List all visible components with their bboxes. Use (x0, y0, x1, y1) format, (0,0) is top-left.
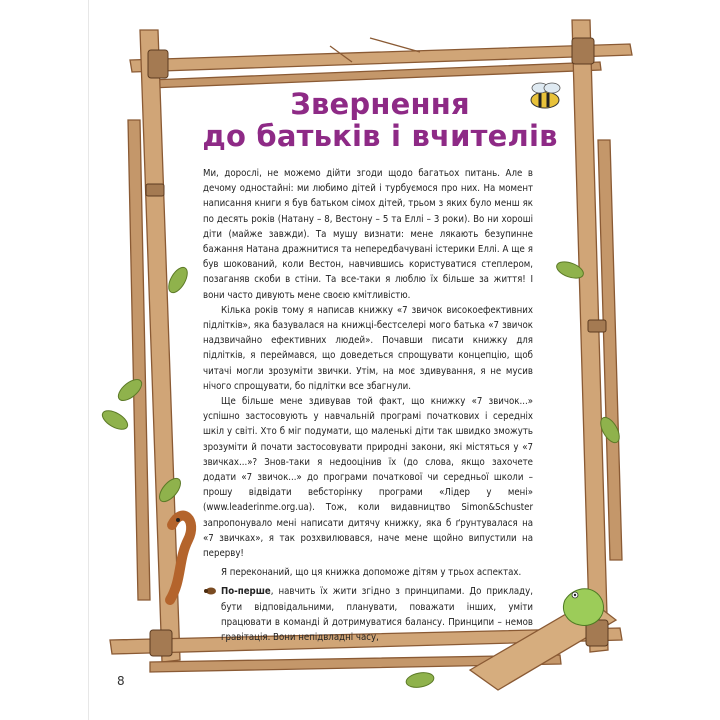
page-title (180, 88, 580, 152)
bug-bullet-icon (203, 586, 217, 596)
top-branch (130, 38, 632, 88)
frog-illustration (563, 589, 603, 626)
first-point-text: , навчить їх жити згідно з принципами. До прикладу, бути відповідальними, планувати, поважати інших, уміти працювати в команді й дотримуватися балансу. Принципи – немов гравітація. Вони непідвладні часу, (221, 586, 533, 644)
title-line-2: до батьків і вчителів (202, 119, 558, 153)
title-line-1: Звернення (290, 87, 470, 121)
left-branch (128, 30, 180, 662)
paragraph-3: Ще більше мене здивував той факт, що книжку «7 звичок...» успішно застосовують у навчальній програмі початкових і середніх шкіл у світі. Хто б міг подумати, що маленькі діти так швидко зможуть зрозуміти й почати застосовувати природні закони, які містяться у «7 звичках...»? Знов-таки я недооцінив їх (до слова, якщо захочете додати «7 звичок...» до програми початкової чи середньої школи – прошу відвідати вебсторінку програми «Лідер у мені» (www.leaderinme.org.ua). Тож, коли видавництво Simon&Schuster запропонувало мені написати дитячу книжку, яка б ґрунтувалася на «7 звичках», я так розхвилювався, наче мене щойно випустили на перерву! (203, 396, 533, 560)
first-point-label: По-перше (221, 586, 271, 598)
page-number: 8 (117, 674, 125, 688)
paragraph-1: Ми, дорослі, не можемо дійти згоди щодо багатьох питань. Але в дечому одностайні: ми любимо дітей і турбуємося про них. На момент написання книги я був батьком сімох дітей, трьом з яких було менш як по десять років (Натану – 8, Вестону – 5 та Еллі – 3 роки). Во ни хороші діти (майже завжди). Та мушу визнати: мене лякають безупинне бажання Натана дражнитися та непередбачувані істерики Еллі. А ще я був шокований, коли Вестон, навчившись користуватися степлером, позаганяв скоби в стіни. Та все-таки я люблю їх більше за життя! І вони часто дивують мене своєю кмітливістю. (203, 168, 533, 301)
paragraph-4: Я переконаний, що ця книжка допоможе дітям у трьох аспектах. (221, 567, 522, 579)
paragraph-2: Кілька років тому я написав книжку «7 звичок високоефективних підлітків», яка базувалася на книжці-бестселері мого батька «7 звичок надзвичайно ефективних людей». Почавши писати книжку для підлітків, я переймався, що доведеться спрощувати концепцію, щоб читачі могли зрозуміти звички. Утім, на моє здивування, я не мусив нічого спрощувати, бо підлітки все збагнули. (203, 304, 533, 392)
paragraph-5 (203, 584, 533, 645)
body-text (203, 166, 533, 645)
